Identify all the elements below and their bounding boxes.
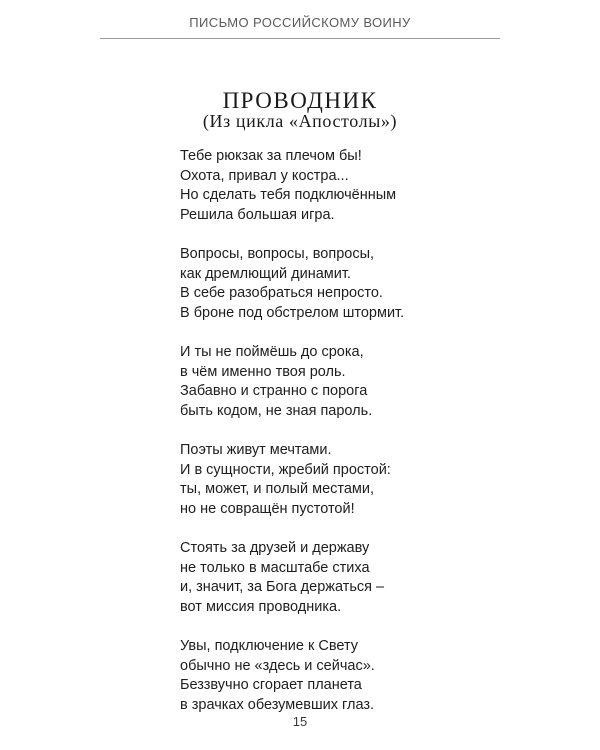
poem-line: быть кодом, не зная пароль. [180, 402, 373, 419]
running-head: ПИСЬМО РОССИЙСКОМУ ВОИНУ [189, 15, 411, 30]
poem-line: Тебе рюкзак за плечом бы! [180, 148, 362, 164]
poem-line: вот миссия проводника. [180, 598, 342, 615]
poem-line: Забавно и странно с порога [180, 383, 368, 399]
poem-line: Вопросы, вопросы, вопросы, [180, 246, 375, 262]
poem-line: и, значит, за Бога держаться – [180, 579, 385, 595]
stanza [180, 343, 460, 421]
poem-line: Решила большая игра. [180, 206, 335, 223]
poem-line: Увы, подключение к Свету [180, 638, 359, 654]
poem-subtitle: (Из цикла «Апостолы») [202, 111, 398, 131]
poem-line: Стоять за друзей и державу [180, 540, 370, 556]
poem-line: Охота, привал у костра... [180, 167, 349, 184]
poem-title: ПРОВОДНИК [222, 88, 378, 113]
poem-line: но не совращён пустотой! [180, 500, 355, 517]
poem-line: В броне под обстрелом штормит. [180, 304, 405, 321]
poem-line: Беззвучно сгорает планета [180, 677, 362, 693]
poem-line: Но сделать тебя подключённым [180, 187, 397, 203]
poem-body [180, 147, 460, 735]
poem-line: В себе разобраться непросто. [180, 285, 383, 301]
poem-line: не только в масштабе стиха [180, 559, 370, 576]
stanza [180, 637, 460, 715]
poem-line: обычно не «здесь и сейчас». [180, 657, 375, 674]
poem-line: И ты не поймёшь до срока, [180, 344, 364, 360]
poem-line: ты, может, и полый местами, [180, 481, 375, 497]
poem-line: в зрачках обезумевших глаз. [180, 696, 375, 713]
page-number: 15 [292, 714, 308, 729]
stanza [180, 539, 460, 617]
header-divider [100, 38, 500, 39]
stanza [180, 245, 460, 323]
stanza [180, 147, 460, 225]
poem-line: Поэты живут мечтами. [180, 442, 332, 458]
poem-line: И в сущности, жребий простой: [180, 461, 391, 478]
poem-line: как дремлющий динамит. [180, 265, 351, 282]
poem-line: в чём именно твоя роль. [180, 363, 346, 380]
stanza [180, 441, 460, 519]
